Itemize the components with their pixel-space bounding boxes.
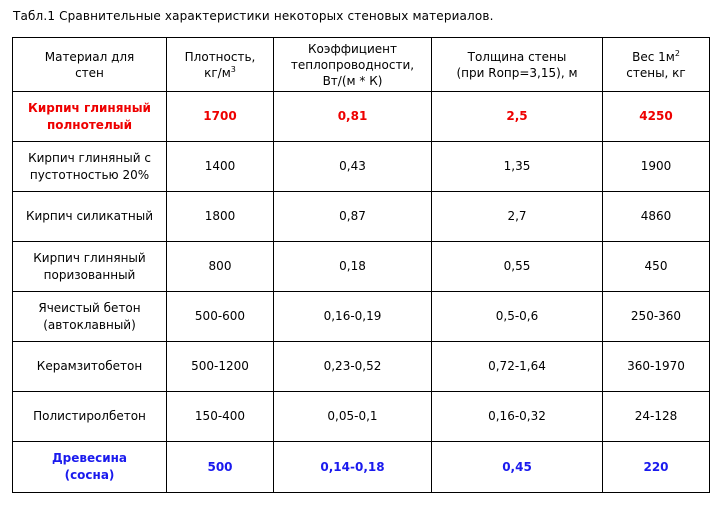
cell-conductivity: 0,87	[274, 192, 432, 242]
cell-density: 150-400	[167, 392, 274, 442]
cell-wall-thickness: 0,72-1,64	[432, 342, 603, 392]
cell-weight: 4860	[603, 192, 710, 242]
table-row	[13, 242, 710, 292]
cell-conductivity: 0,23-0,52	[274, 342, 432, 392]
cell-weight: 220	[603, 442, 710, 493]
cell-density: 1700	[167, 92, 274, 142]
cell-conductivity: 0,18	[274, 242, 432, 292]
cell-density: 1400	[167, 142, 274, 192]
table-row	[13, 342, 710, 392]
cell-weight: 250-360	[603, 292, 710, 342]
cell-weight: 24-128	[603, 392, 710, 442]
cell-weight: 450	[603, 242, 710, 292]
header-material: Материал для стен	[13, 38, 167, 92]
cell-wall-thickness: 0,45	[432, 442, 603, 493]
table-row	[13, 442, 710, 493]
cell-wall-thickness: 2,7	[432, 192, 603, 242]
cell-density: 800	[167, 242, 274, 292]
cell-material: Кирпич глиняный поризованный	[13, 242, 167, 292]
cell-density: 500-1200	[167, 342, 274, 392]
table-header-row	[13, 38, 710, 92]
table-row	[13, 92, 710, 142]
cell-material: Кирпич глиняный с пустотностью 20%	[13, 142, 167, 192]
cell-weight: 1900	[603, 142, 710, 192]
cell-conductivity: 0,05-0,1	[274, 392, 432, 442]
cell-wall-thickness: 0,16-0,32	[432, 392, 603, 442]
table-row	[13, 392, 710, 442]
cell-material: Древесина (сосна)	[13, 442, 167, 493]
cell-material: Кирпич силикатный	[13, 192, 167, 242]
cell-density: 500-600	[167, 292, 274, 342]
header-conductivity: Коэффициент теплопроводности, Вт/(м * К)	[274, 38, 432, 92]
cell-wall-thickness: 0,55	[432, 242, 603, 292]
table-row	[13, 142, 710, 192]
cell-conductivity: 0,43	[274, 142, 432, 192]
materials-comparison-table	[12, 37, 710, 493]
cell-wall-thickness: 0,5-0,6	[432, 292, 603, 342]
table-caption: Табл.1 Сравнительные характеристики некоторых стеновых материалов.	[13, 9, 494, 23]
cell-density: 500	[167, 442, 274, 493]
cell-material: Полистиролбетон	[13, 392, 167, 442]
cell-conductivity: 0,16-0,19	[274, 292, 432, 342]
cell-density: 1800	[167, 192, 274, 242]
header-wall-thickness: Толщина стены (при Rопр=3,15), м	[432, 38, 603, 92]
cell-weight: 4250	[603, 92, 710, 142]
table-row	[13, 192, 710, 242]
cell-wall-thickness: 1,35	[432, 142, 603, 192]
cell-wall-thickness: 2,5	[432, 92, 603, 142]
cell-conductivity: 0,14-0,18	[274, 442, 432, 493]
table-row	[13, 292, 710, 342]
header-weight: Вес $1м^2$ стены, кг	[603, 38, 710, 92]
cell-weight: 360-1970	[603, 342, 710, 392]
header-density: Плотность, $кг/м^3$	[167, 38, 274, 92]
cell-material: Кирпич глиняный полнотелый	[13, 92, 167, 142]
cell-material: Керамзитобетон	[13, 342, 167, 392]
cell-material: Ячеистый бетон (автоклавный)	[13, 292, 167, 342]
cell-conductivity: 0,81	[274, 92, 432, 142]
